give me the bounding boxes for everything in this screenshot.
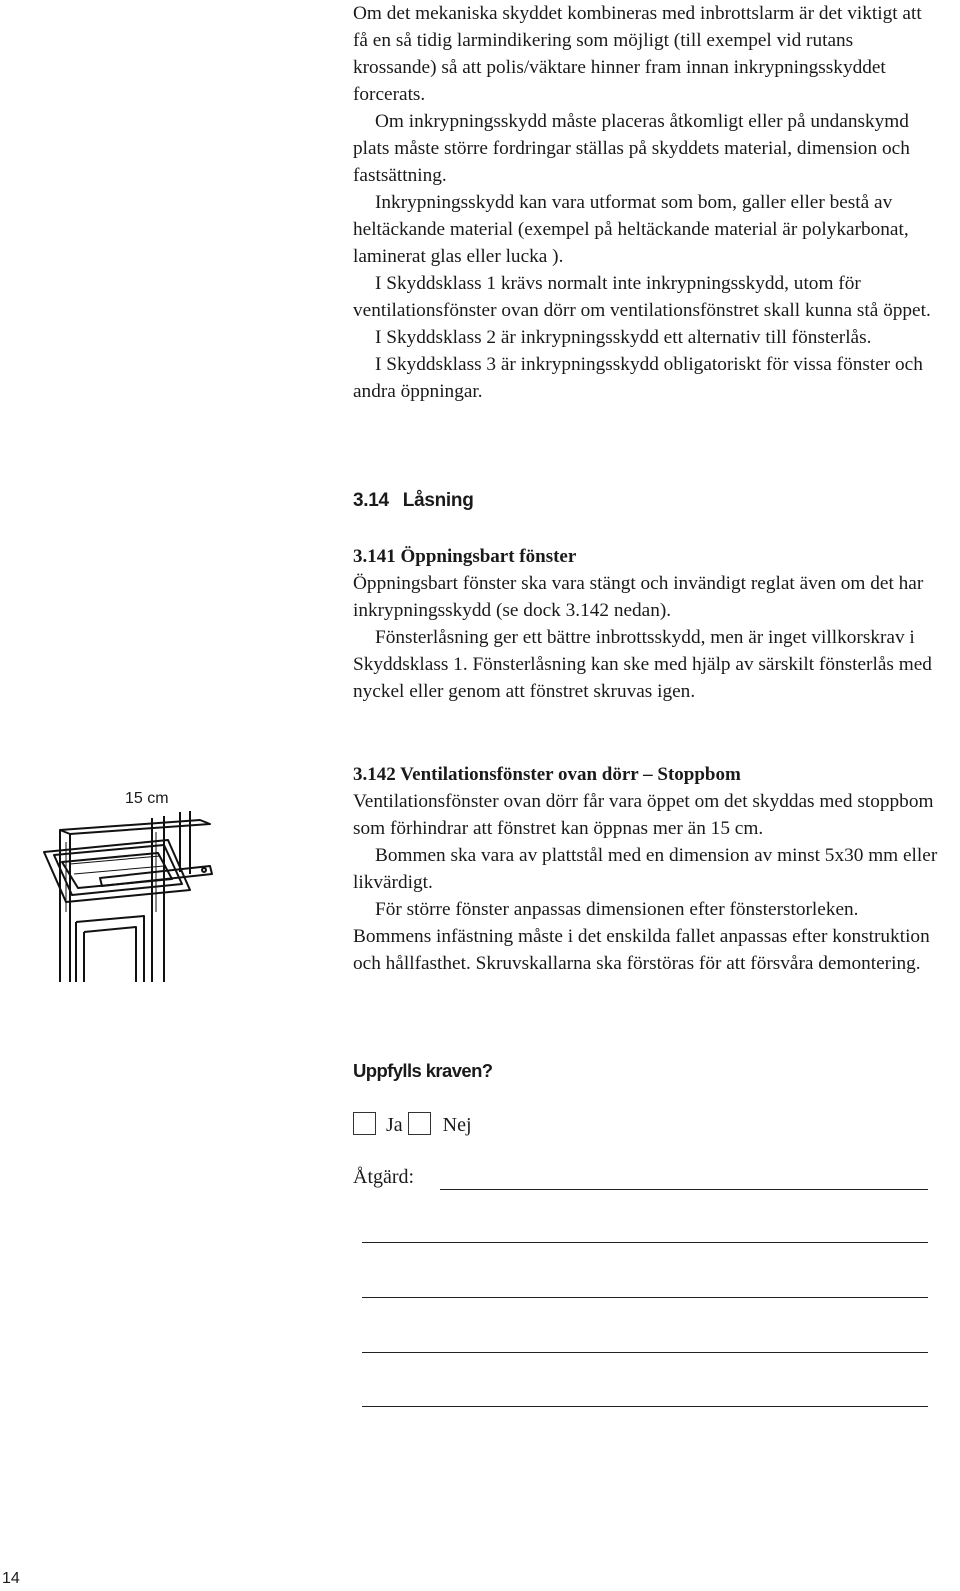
subsection-heading: 3.142 Ventilationsfönster ovan dörr – Stoppbom	[353, 764, 741, 785]
action-input-line[interactable]	[440, 1189, 928, 1190]
paragraph: Om inkrypningsskydd måste placeras åtkomligt eller på undanskymd plats måste större fordringar ställas på skyddets material, dimension och fastsättning.	[353, 111, 910, 186]
action-input-line[interactable]	[362, 1406, 928, 1407]
paragraph: Ventilationsfönster ovan dörr får vara öppet om det skyddas med stoppbom som förhindrar att fönstret kan öppnas mer än 15 cm.	[353, 791, 934, 839]
section-title	[353, 490, 474, 512]
subsection-ventilationsfonster	[353, 761, 938, 977]
requirements-question: Uppfylls kraven?	[353, 1060, 493, 1081]
action-input-line[interactable]	[362, 1242, 928, 1243]
paragraph: Om det mekaniska skyddet kombineras med inbrottslarm är det viktigt att få en så tidig larmindikering som möjligt (till exempel vid rutans krossande) så att polis/väktare hinner fram innan inkrypningsskyddet forcerats.	[353, 3, 922, 105]
paragraph: Bommen ska vara av plattstål med en dimension av minst 5x30 mm eller likvärdigt.	[353, 845, 938, 893]
section-number: 3.14	[353, 490, 389, 511]
action-label: Åtgärd:	[353, 1166, 415, 1188]
yes-checkbox[interactable]	[353, 1112, 376, 1135]
paragraph: I Skyddsklass 1 krävs normalt inte inkrypningsskydd, utom för ventilationsfönster ovan dörr om ventilationsfönstret skall kunna stå öppet.	[353, 273, 931, 321]
paragraph: I Skyddsklass 2 är inkrypningsskydd ett alternativ till fönsterlås.	[375, 327, 872, 348]
no-label: Nej	[442, 1114, 472, 1136]
paragraph: Öppningsbart fönster ska vara stängt och invändigt reglat även om det har inkrypningsskydd (se dock 3.142 nedan).	[353, 573, 924, 621]
paragraph: I Skyddsklass 3 är inkrypningsskydd obligatoriskt för vissa fönster och andra öppningar.	[353, 354, 923, 402]
action-input-line[interactable]	[362, 1352, 928, 1353]
section-name: Låsning	[402, 490, 474, 511]
paragraph: För större fönster anpassas dimensionen efter fönsterstorleken. Bommens infästning måste i det enskilda fallet anpassas efter konstruktion och hållfasthet. Skruvskallarna ska förstöras för att försvåra demontering.	[353, 899, 930, 974]
figure-label: 15 cm	[125, 790, 169, 807]
window-stoppbom-illustration-icon	[40, 782, 270, 982]
action-input-line[interactable]	[362, 1297, 928, 1298]
subsection-heading: 3.141 Öppningsbart fönster	[353, 546, 577, 567]
answer-options	[353, 1112, 472, 1137]
subsection-oppningsbart-fonster	[353, 543, 938, 705]
intro-text	[353, 0, 938, 405]
paragraph: Inkrypningsskydd kan vara utformat som bom, galler eller bestå av heltäckande material (exempel på heltäckande material är polykarbonat, laminerat glas eller lucka ).	[353, 192, 909, 267]
yes-label: Ja	[386, 1114, 403, 1136]
no-checkbox[interactable]	[408, 1112, 431, 1135]
page-number: 14	[2, 1570, 20, 1587]
paragraph: Fönsterlåsning ger ett bättre inbrottsskydd, men är inget villkorskrav i Skyddsklass 1. Fönsterlåsning kan ske med hjälp av särskilt fönsterlås med nyckel eller genom att fönstret skruvas igen.	[353, 627, 932, 702]
